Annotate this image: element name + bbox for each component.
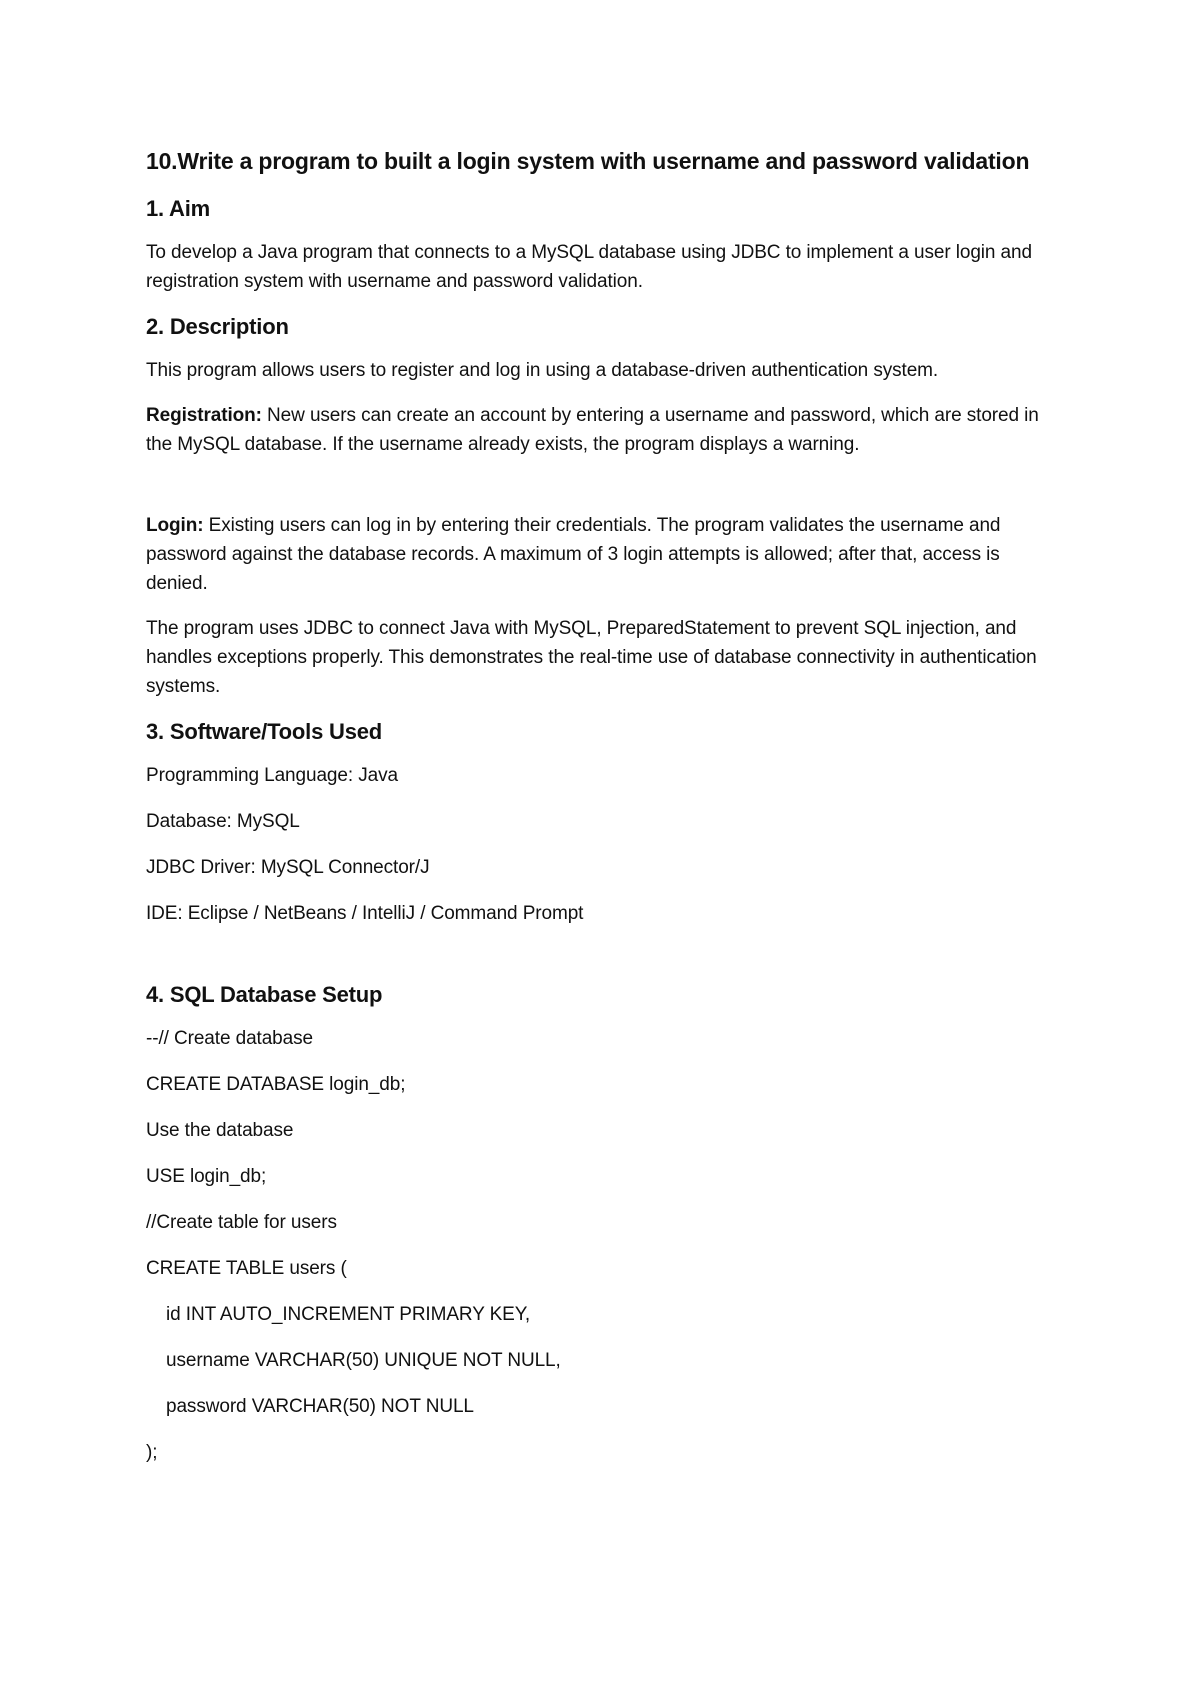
sql-line: username VARCHAR(50) UNIQUE NOT NULL, [166,1350,561,1371]
sql-line: Use the database [146,1120,294,1141]
description-closing: The program uses JDBC to connect Java with MySQL, PreparedStatement to prevent SQL injection, and handles exceptions properly. This demonstrates the real-time use of database connectivity in authentication systems. [146,618,1037,697]
tools-item: IDE: Eclipse / NetBeans / IntelliJ / Command Prompt [146,903,584,924]
sql-line: CREATE DATABASE login_db; [146,1074,406,1095]
login-label: Login: [146,515,204,536]
sql-heading: 4. SQL Database Setup [146,982,383,1007]
description-intro: This program allows users to register and log in using a database-driven authentication system. [146,360,939,381]
aim-text: To develop a Java program that connects to a MySQL database using JDBC to implement a user login and registration system with username and password validation. [146,242,1032,292]
registration-label: Registration: [146,405,262,426]
sql-line: //Create table for users [146,1212,337,1233]
aim-heading: 1. Aim [146,196,211,221]
tools-heading: 3. Software/Tools Used [146,719,383,744]
tools-item: Programming Language: Java [146,765,398,786]
sql-line: password VARCHAR(50) NOT NULL [166,1396,474,1417]
sql-line: id INT AUTO_INCREMENT PRIMARY KEY, [166,1304,531,1325]
login-paragraph [146,511,1066,598]
sql-line: ); [146,1442,158,1463]
sql-line: CREATE TABLE users ( [146,1258,347,1279]
login-text: Existing users can log in by entering their credentials. The program validates the username and password against the database records. A maximum of 3 login attempts is allowed; after that, access is denied. [146,515,1001,594]
tools-item: Database: MySQL [146,811,300,832]
sql-line: --// Create database [146,1028,313,1049]
description-heading: 2. Description [146,314,289,339]
tools-item: JDBC Driver: MySQL Connector/J [146,857,430,878]
registration-text: New users can create an account by entering a username and password, which are stored in the MySQL database. If the username already exists, the program displays a warning. [146,405,1039,455]
registration-paragraph [146,401,1066,459]
document-title: 10.Write a program to built a login system with username and password validation [146,148,1030,174]
sql-line: USE login_db; [146,1166,267,1187]
document-content [146,146,1066,1484]
